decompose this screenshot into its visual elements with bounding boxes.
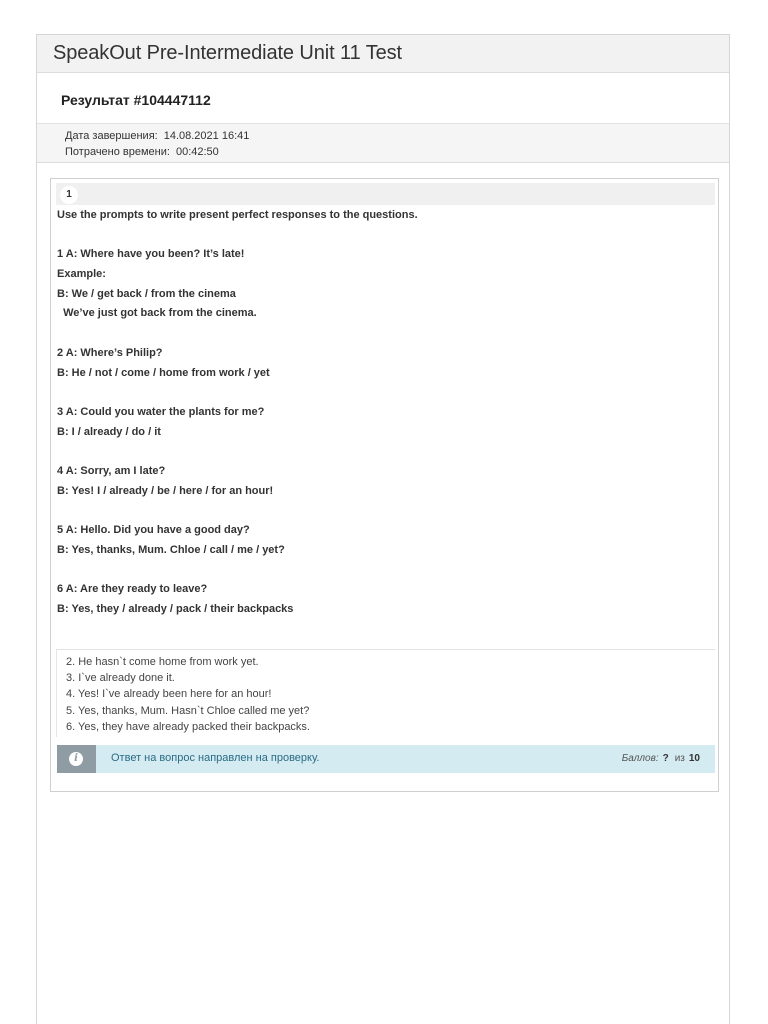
blank-line xyxy=(57,386,707,406)
question-number: 1 xyxy=(60,186,78,204)
answer-text xyxy=(66,655,310,736)
result-meta xyxy=(37,123,729,163)
feedback-icon-box xyxy=(57,745,96,773)
question-line: 3 A: Could you water the plants for me? xyxy=(57,405,265,418)
blank-line xyxy=(57,445,707,465)
blank-line xyxy=(57,563,707,583)
blank-line xyxy=(57,229,707,249)
question-line: B: He / not / come / home from work / yet xyxy=(57,366,270,379)
question-card xyxy=(50,178,719,792)
question-line: Example: xyxy=(57,268,106,281)
question-line: 4 A: Sorry, am I late? xyxy=(57,464,166,477)
question-line: 6 A: Are they ready to leave? xyxy=(57,583,208,596)
question-line: B: We / get back / from the cinema xyxy=(57,287,236,300)
question-number-bar xyxy=(56,183,715,205)
answer-line: 6. Yes, they have already packed their backpacks. xyxy=(66,720,310,733)
question-line: B: Yes, thanks, Mum. Chloe / call / me / yet? xyxy=(57,543,285,556)
score-of: из xyxy=(674,753,685,764)
time-spent-row xyxy=(65,145,729,161)
question-line: B: Yes, they / already / pack / their backpacks xyxy=(57,602,294,615)
question-line: 5 A: Hello. Did you have a good day? xyxy=(57,524,250,536)
answer-line: 2. He hasn`t come home from work yet. xyxy=(66,656,259,668)
result-page xyxy=(36,34,730,1024)
feedback-message: Ответ на вопрос направлен на проверку. xyxy=(111,752,320,764)
question-line: B: I / already / do / it xyxy=(57,425,161,438)
page-title: SpeakOut Pre-Intermediate Unit 11 Test xyxy=(37,35,729,73)
score-label: Баллов: xyxy=(621,753,659,764)
question-line: Use the prompts to write present perfect responses to the questions. xyxy=(57,209,418,221)
question-line: 1 A: Where have you been? It’s late! xyxy=(57,248,245,261)
question-line: 2 A: Where’s Philip? xyxy=(57,346,163,359)
score xyxy=(622,753,700,764)
info-icon: i xyxy=(69,752,83,766)
question-text xyxy=(57,209,707,622)
blank-line xyxy=(57,327,707,347)
result-title: Результат #104447112 xyxy=(61,92,211,108)
completed-label: Дата завершения: xyxy=(65,130,158,142)
completed-value: 14.08.2021 16:41 xyxy=(163,130,250,142)
feedback-banner xyxy=(57,745,715,773)
answer-line: 3. I`ve already done it. xyxy=(66,672,175,685)
blank-line xyxy=(57,504,707,524)
score-max: 10 xyxy=(688,753,700,764)
time-spent-label: Потрачено времени: xyxy=(65,145,170,158)
score-value: ? xyxy=(662,753,669,764)
question-line: B: Yes! I / already / be / here / for an hour! xyxy=(57,484,274,497)
completed-row xyxy=(65,129,729,145)
answer-line: 4. Yes! I`ve already been here for an hour! xyxy=(66,688,272,701)
question-line: We’ve just got back from the cinema. xyxy=(57,307,257,320)
answer-box xyxy=(56,649,715,737)
answer-line: 5. Yes, thanks, Mum. Hasn`t Chloe called me yet? xyxy=(66,704,310,717)
time-spent-value: 00:42:50 xyxy=(175,145,219,158)
